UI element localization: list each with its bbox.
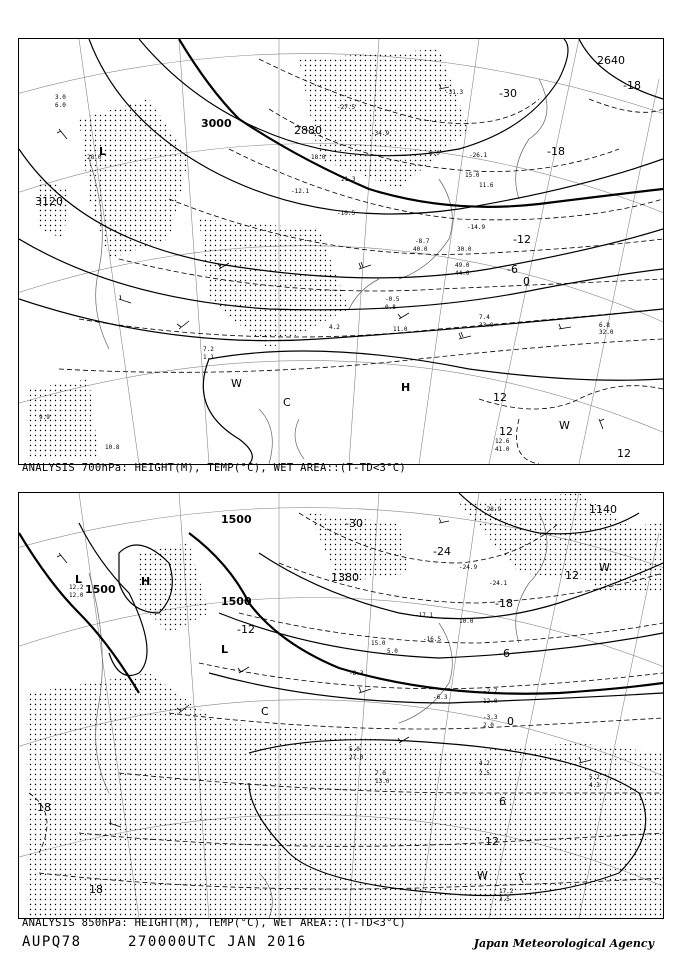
obs-value: -28.9 <box>483 506 502 513</box>
cold-center-marker: C <box>261 705 269 718</box>
obs-value: 32.0 <box>599 329 614 336</box>
temp-label: -18 <box>623 79 641 92</box>
analysis-map-850hpa <box>18 492 664 919</box>
obs-value: 15.0 <box>371 640 386 647</box>
obs-value: 40.0 <box>413 246 428 253</box>
obs-value: 3.5 <box>499 896 510 903</box>
obs-value: 12.0 <box>483 698 498 705</box>
obs-value: -14.9 <box>467 224 486 231</box>
obs-value: 2.0 <box>483 722 494 729</box>
obs-value: -12.1 <box>291 188 310 195</box>
temp-label: -18 <box>495 597 513 610</box>
obs-value: 15.0 <box>465 172 480 179</box>
obs-value: 7.0 <box>375 770 386 777</box>
product-id: AUPQ78 <box>22 934 82 950</box>
obs-value: -31.3 <box>445 89 464 96</box>
warm-center-marker: W <box>231 377 242 390</box>
obs-value: -3.3 <box>483 714 498 721</box>
low-center-marker: L <box>75 573 83 586</box>
valid-time: 270000UTC JAN 2016 <box>128 934 307 950</box>
cold-center-marker: C <box>283 396 291 409</box>
height-label: 1380 <box>331 571 359 584</box>
obs-value: -24.1 <box>489 580 508 587</box>
temp-label: 0 <box>507 715 514 728</box>
obs-value: -26.1 <box>469 152 488 159</box>
low-center-marker: L <box>221 643 229 656</box>
temp-label: -6 <box>507 263 518 276</box>
height-label: 1500 <box>85 583 116 596</box>
obs-value: -16.5 <box>423 636 442 643</box>
height-label: 2880 <box>294 124 322 137</box>
height-label: 1500 <box>221 513 252 526</box>
temp-label: 12 <box>565 569 579 582</box>
height-label: 1140 <box>589 503 617 516</box>
analysis-map-700hpa <box>18 38 664 465</box>
temp-label: -30 <box>499 87 517 100</box>
obs-value: 13.0 <box>375 778 390 785</box>
map-700hpa-graphics <box>19 39 663 464</box>
temperature-labels <box>493 79 641 460</box>
obs-value: -17.1 <box>415 612 434 619</box>
height-label: 3120 <box>35 195 63 208</box>
warm-center-marker: W <box>477 869 488 882</box>
height-label: 1500 <box>221 595 252 608</box>
temp-label: 12 <box>493 391 507 404</box>
obs-value: 18.0 <box>311 154 326 161</box>
obs-value: 10.0 <box>459 618 474 625</box>
wet-areas <box>29 493 663 918</box>
height-label: 2640 <box>597 54 625 67</box>
obs-value: 6.8 <box>599 322 610 329</box>
obs-value: 49.0 <box>455 262 470 269</box>
obs-value: 33.0 <box>479 322 494 329</box>
high-center-marker: H <box>401 381 411 394</box>
warm-center-marker: W <box>599 561 610 574</box>
obs-value: 7.4 <box>479 314 490 321</box>
height-contour-bold <box>19 533 139 693</box>
obs-value: 21.3 <box>341 176 356 183</box>
obs-value: 30.0 <box>457 246 472 253</box>
obs-value: 0.8 <box>385 304 396 311</box>
obs-value: 44.0 <box>455 270 470 277</box>
obs-value: 28.0 <box>87 154 102 161</box>
temp-label: 18 <box>89 883 103 896</box>
temp-label: 12 <box>485 835 499 848</box>
obs-value: 4.3 <box>589 782 600 789</box>
temp-label: -18 <box>547 145 565 158</box>
temp-label: -12 <box>237 623 255 636</box>
temp-label: -24 <box>433 545 451 558</box>
obs-value: 4.2 <box>479 760 490 767</box>
obs-value: 10.8 <box>105 444 120 451</box>
obs-value: -8.7 <box>415 238 430 245</box>
temp-label: 0 <box>523 275 530 288</box>
warm-center-marker: W <box>559 419 570 432</box>
obs-value: -27.5 <box>337 104 356 111</box>
high-center-marker: H <box>141 575 151 588</box>
obs-value: 7.2 <box>203 346 214 353</box>
obs-value: -24.9 <box>459 564 478 571</box>
obs-value: 11.0 <box>393 326 408 333</box>
obs-value: 17.2 <box>499 888 514 895</box>
low-center-marker: L <box>99 145 107 158</box>
obs-value: 12.2 <box>69 584 84 591</box>
obs-value: 9.9 <box>39 414 50 421</box>
temp-label: -6 <box>499 647 510 660</box>
wet-areas <box>29 49 469 459</box>
obs-value: -10.5 <box>337 210 356 217</box>
obs-value: -2.7 <box>483 688 498 695</box>
temp-label: 12 <box>499 425 513 438</box>
temp-label: 18 <box>37 801 51 814</box>
temp-label: -12 <box>513 233 531 246</box>
obs-value: -34.9 <box>371 130 390 137</box>
temp-label: 6 <box>499 795 506 808</box>
obs-value: 3.0 <box>55 94 66 101</box>
panel-caption-700hpa: ANALYSIS 700hPa: HEIGHT(M), TEMP(°C), WET AREA::(T-TD<3°C) <box>22 462 407 474</box>
obs-value: 5.2 <box>589 774 600 781</box>
obs-value: 2.5 <box>479 770 490 777</box>
obs-value: 5.0 <box>387 648 398 655</box>
obs-value: -6.3 <box>433 694 448 701</box>
obs-value: -0.5 <box>385 296 400 303</box>
map-850hpa-graphics <box>19 493 663 918</box>
agency-credit: Japan Meteorological Agency <box>473 937 654 950</box>
height-label: 3000 <box>201 117 232 130</box>
obs-value: 11.6 <box>479 182 494 189</box>
obs-value: 6.0 <box>429 150 440 157</box>
obs-value: 6.0 <box>55 102 66 109</box>
obs-value: 1.1 <box>203 354 214 361</box>
obs-value: 4.2 <box>329 324 340 331</box>
panel-caption-850hpa: ANALYSIS 850hPa: HEIGHT(M), TEMP(°C), WET AREA::(T-TD<3°C) <box>22 917 407 929</box>
obs-value: -8.3 <box>349 670 364 677</box>
obs-value: 5.0 <box>349 746 360 753</box>
obs-value: 27.0 <box>349 754 364 761</box>
obs-value: 12.0 <box>69 592 84 599</box>
obs-value: 41.0 <box>495 446 510 453</box>
temp-label: 12 <box>617 447 631 460</box>
temp-label: -30 <box>345 517 363 530</box>
obs-value: 12.6 <box>495 438 510 445</box>
